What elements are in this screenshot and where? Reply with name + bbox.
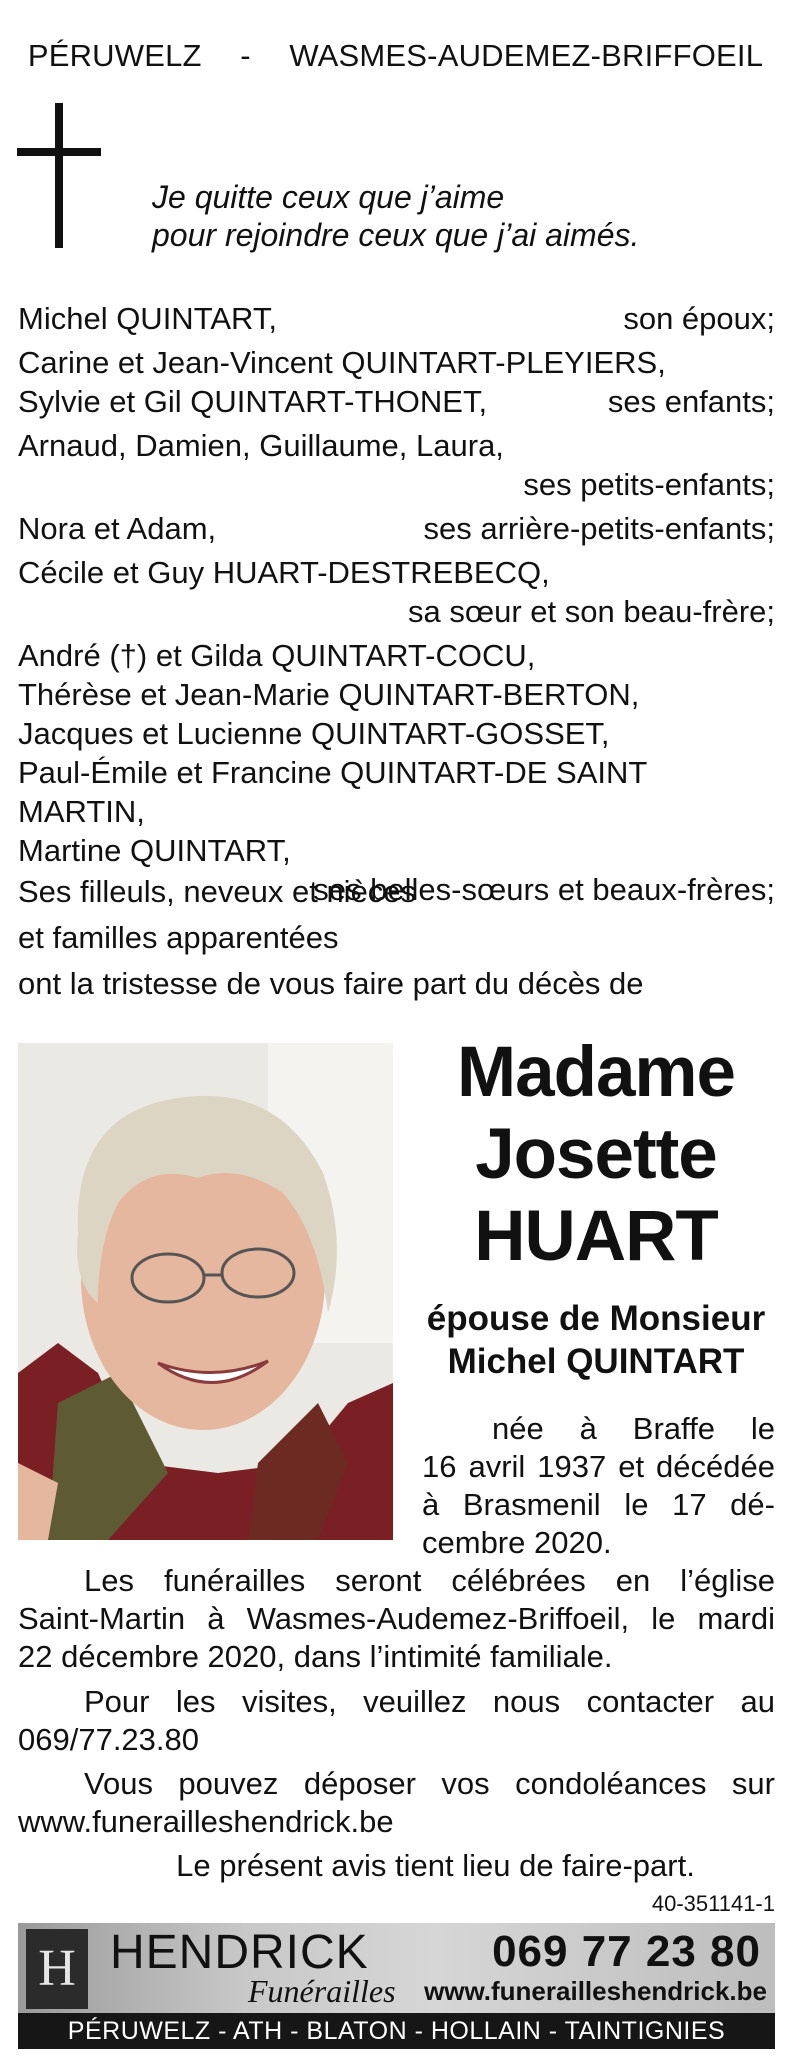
family-relation: ses petits-enfants; bbox=[523, 467, 775, 502]
funeral-line-3: 22 décembre 2020, dans l’intimité familiale. bbox=[18, 1639, 613, 1674]
header-locations bbox=[0, 38, 791, 74]
family-row bbox=[18, 343, 775, 421]
born-line-2: 16 avril 1937 et décédée bbox=[422, 1449, 775, 1484]
header-right: WASMES-AUDEMEZ-BRIFFOEIL bbox=[289, 38, 764, 73]
deceased-last-name: HUART bbox=[474, 1197, 718, 1276]
born-line-4: cembre 2020. bbox=[422, 1525, 612, 1560]
header-left: PÉRUWELZ bbox=[27, 38, 202, 73]
family-name: Nora et Adam, bbox=[18, 511, 217, 546]
family-name: Jacques et Lucienne QUINTART-GOSSET, bbox=[18, 716, 610, 751]
born-line-1: née à Braffe le bbox=[492, 1411, 775, 1446]
hendrick-logo-icon: H bbox=[26, 1929, 88, 2009]
spouse-line-1: épouse de Monsieur bbox=[426, 1299, 766, 1338]
family-row bbox=[18, 509, 775, 548]
banner-phone: 069 77 23 80 bbox=[492, 1927, 761, 1976]
visits-phone: 069/77.23.80 bbox=[18, 1722, 200, 1757]
notice: Le présent avis tient lieu de faire-part. bbox=[176, 1848, 695, 1883]
announcement-line-3: ont la tristesse de vous faire part du décès de bbox=[18, 966, 644, 1001]
condolences-line-1: Vous pouvez déposer vos condoléances sur bbox=[84, 1766, 775, 1801]
spouse-info bbox=[410, 1297, 782, 1383]
deceased-title: Madame bbox=[456, 1033, 736, 1112]
banner-company-name: HENDRICK bbox=[110, 1926, 369, 1979]
banner-top bbox=[18, 1923, 775, 2013]
visits-line-1: Pour les visites, veuillez nous contacter au bbox=[84, 1684, 775, 1719]
birth-death-info bbox=[422, 1410, 775, 1562]
family-relation: son époux; bbox=[623, 301, 775, 336]
cross-icon bbox=[17, 103, 101, 248]
visits-info bbox=[18, 1683, 775, 1759]
reference-number: 40-351141-1 bbox=[651, 1891, 775, 1916]
family-name: André (†) et Gilda QUINTART-COCU, bbox=[18, 638, 536, 673]
family-name: Carine et Jean-Vincent QUINTART-PLEYIERS, bbox=[18, 345, 666, 380]
family-relation: sa sœur et son beau-frère; bbox=[408, 594, 775, 629]
family-name: Cécile et Guy HUART-DESTREBECQ, bbox=[18, 555, 550, 590]
portrait-photo bbox=[18, 1043, 393, 1540]
family-name: Michel QUINTART, bbox=[18, 301, 277, 336]
banner-subtitle: Funérailles bbox=[248, 1973, 396, 2009]
deceased-name bbox=[430, 1032, 762, 1278]
condolences-website: www.funerailleshendrick.be bbox=[18, 1804, 394, 1839]
banner-website: www.funerailleshendrick.be bbox=[424, 1976, 767, 2006]
deceased-first-name: Josette bbox=[475, 1115, 717, 1194]
spouse-line-2: Michel QUINTART bbox=[447, 1342, 745, 1381]
funeral-home-banner bbox=[18, 1923, 775, 2049]
funeral-line-2: Saint-Martin à Wasmes-Audemez-Briffoeil, le mardi bbox=[18, 1601, 775, 1636]
family-row bbox=[18, 426, 775, 504]
family-name: Sylvie et Gil QUINTART-THONET, bbox=[18, 384, 488, 419]
family-row bbox=[18, 299, 775, 338]
family-relation: ses enfants; bbox=[607, 384, 775, 419]
header-separator: - bbox=[240, 38, 251, 73]
family-relation: ses arrière-petits-enfants; bbox=[423, 511, 775, 546]
announcement-line-1: Ses filleuls, neveux et nièces bbox=[18, 874, 417, 909]
family-name: Martine QUINTART, bbox=[18, 833, 291, 868]
family-name: Thérèse et Jean-Marie QUINTART-BERTON, bbox=[18, 677, 640, 712]
born-line-3: à Brasmenil le 17 dé- bbox=[422, 1487, 775, 1522]
family-relation: ses belles-sœurs et beaux-frères; bbox=[313, 872, 775, 907]
condolences-info bbox=[18, 1765, 775, 1841]
quote-line-2: pour rejoindre ceux que j’ai aimés. bbox=[152, 217, 640, 253]
banner-locations: PÉRUWELZ - ATH - BLATON - HOLLAIN - TAINTIGNIES bbox=[18, 2013, 775, 2049]
quote-line-1: Je quitte ceux que j’aime bbox=[152, 179, 505, 215]
announcement bbox=[18, 869, 775, 1007]
quote bbox=[152, 178, 639, 254]
family-name: Arnaud, Damien, Guillaume, Laura, bbox=[18, 428, 504, 463]
family-row bbox=[18, 553, 775, 631]
announcement-line-2: et familles apparentées bbox=[18, 920, 339, 955]
funeral-line-1: Les funérailles seront célébrées en l’église bbox=[84, 1563, 775, 1598]
funeral-info bbox=[18, 1562, 775, 1676]
family-name: Paul-Émile et Francine QUINTART-DE SAINT MARTIN, bbox=[18, 755, 647, 829]
